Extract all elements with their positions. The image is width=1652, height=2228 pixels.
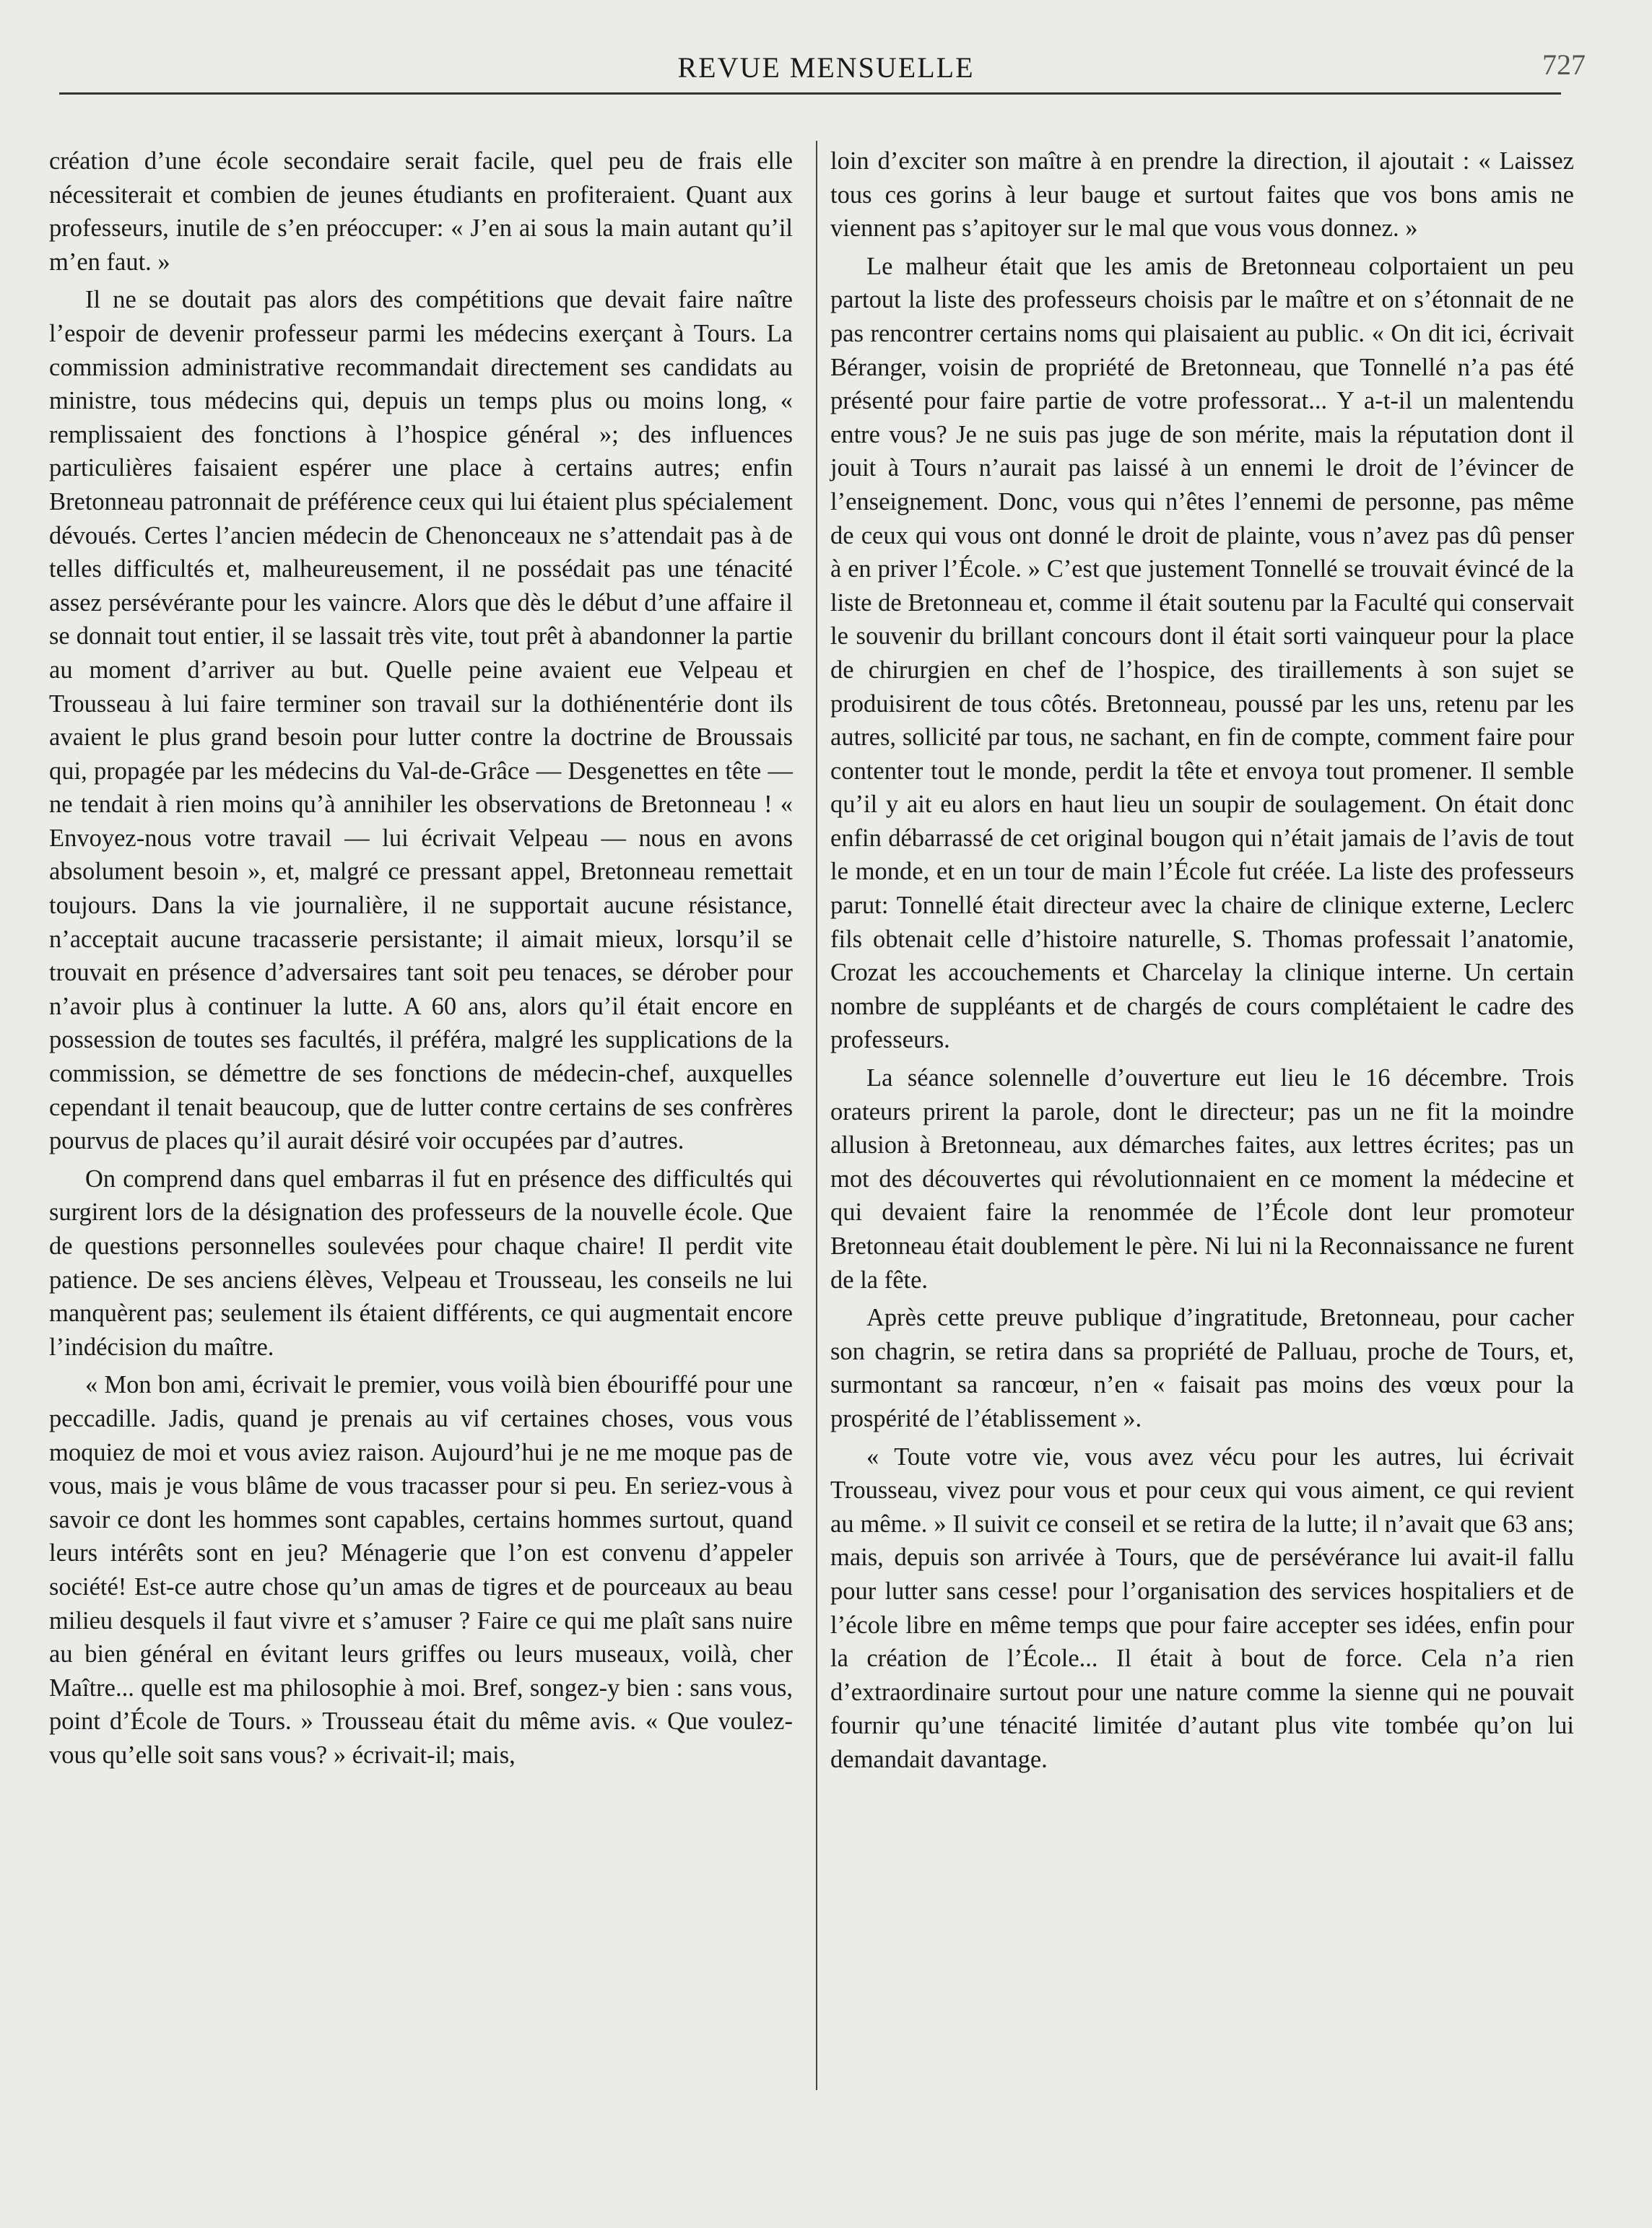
paragraph: On comprend dans quel embarras il fut en présence des difficultés qui surgirent lors de la désignation des professeurs de la nouvelle école. Que de questions personnelles soulevées pour chaque chaire! Il perdit vite patience. De ses anciens élèves, Velpeau et Trousseau, les conseils ne lui manquèrent pas; seulement ils étaient différents, ce qui augmentait encore l’indécision du maître. xyxy=(49,1165,793,1361)
left-column xyxy=(49,144,793,1777)
header-rule xyxy=(59,92,1561,95)
paragraph: loin d’exciter son maître à en prendre la direction, il ajoutait : « Laissez tous ces gorins à leur bauge et surtout faites que vos bons amis ne viennent pas s’apitoyer sur le mal que vous vous donnez. » xyxy=(830,147,1574,243)
paragraph: Il ne se doutait pas alors des compétitions que devait faire naître l’espoir de devenir professeur parmi les médecins exerçant à Tours. La commission administrative recommandait directement ses candidats au ministre, tous médecins qui, depuis un temps plus ou moins long, « remplissaient des fonctions à l’hospice général »; des influences particulières faisaient espérer une place à certains autres; enfin Bretonneau patronnait de préférence ceux qui lui étaient plus spécialement dévoués. Certes l’ancien médecin de Chenonceaux ne s’attendait pas à de telles difficultés et, malheureusement, il ne possédait pas une ténacité assez persévérante pour les vaincre. Alors que dès le début d’une affaire il se donnait tout entier, il se lassait très vite, tout prêt à abandonner la partie au moment d’arriver au but. Quelle peine avaient eue Velpeau et Trousseau à lui faire terminer son travail sur la dothiénentérie dont ils avaient le plus grand besoin pour lutter contre la doctrine de Broussais qui, propagée par les médecins du Val-de-Grâce — Desgenettes en tête — ne tendait à rien moins qu’à annihiler les observations de Bretonneau ! « Envoyez-nous votre travail — lui écrivait Velpeau — nous en avons absolument besoin », et, malgré ce pressant appel, Bretonneau remettait toujours. Dans la vie journalière, il ne supportait aucune résistance, n’acceptait aucune tracasserie persistante; il aimait mieux, lorsqu’il se trouvait en présence d’adversaires tant soit peu tenaces, se dérober pour n’avoir plus à continuer la lutte. A 60 ans, alors qu’il était encore en possession de toutes ses facultés, il préféra, malgré les supplications de la commission, se démettre de ses fonctions de médecin-chef, auxquelles cependant il tenait beaucoup, que de lutter contre certains de ses confrères pourvus de places qu’il aurait désiré voir occupées par d’autres. xyxy=(49,286,793,1155)
column-rule xyxy=(816,141,817,2090)
paragraph: « Toute votre vie, vous avez vécu pour les autres, lui écrivait Trousseau, vivez pour vous et pour ceux qui vous aiment, ce qui revient au même. » Il suivit ce conseil et se retira de la lutte; il n’avait que 63 ans; mais, depuis son arrivée à Tours, que de persévérance lui avait-il fallu pour lutter sans cesse! pour l’organisation des services hospitaliers et de l’école libre en même temps que pour faire accepter ses idées, enfin pour la création de l’École... Il était à bout de force. Cela n’a rien d’extraordinaire surtout pour une nature comme la sienne qui ne pouvait fournir qu’une ténacité limitée d’autant plus vite tombée qu’on lui demandait davantage. xyxy=(830,1442,1574,1773)
paragraph: « Mon bon ami, écrivait le premier, vous voilà bien ébouriffé pour une peccadille. Jadis, quand je prenais au vif certaines choses, vous vous moquiez de moi et vous aviez raison. Aujourd’hui je ne me moque pas de vous, mais je vous blâme de vous tracasser pour si peu. En seriez-vous à savoir ce dont les hommes sont capables, certains hommes surtout, quand leurs intérêts sont en jeu? Ménagerie que l’on est convenu d’appeler société! Est-ce autre chose qu’un amas de tigres et de pourceaux au beau milieu desquels il faut vivre et s’amuser ? Faire ce qui me plaît sans nuire au bien général en évitant leurs griffes ou leurs museaux, voilà, cher Maître... quelle est ma philosophie à moi. Bref, songez-y bien : sans vous, point d’École de Tours. » Trousseau était du même avis. « Que voulez-vous qu’elle soit sans vous? » écrivait-il; mais, xyxy=(49,1371,793,1769)
paragraph: création d’une école secondaire serait facile, quel peu de frais elle nécessiterait et combien de jeunes étudiants en profiteraient. Quant aux professeurs, inutile de s’en préoccuper: « J’en ai sous la main autant qu’il m’en faut. » xyxy=(49,147,793,276)
paragraph: Après cette preuve publique d’ingratitude, Bretonneau, pour cacher son chagrin, se retira dans sa propriété de Palluau, proche de Tours, et, surmontant sa rancœur, n’en « faisait pas moins des vœux pour la prospérité de l’établissement ». xyxy=(830,1304,1574,1432)
right-column xyxy=(830,144,1574,1781)
page-number: 727 xyxy=(1542,48,1586,81)
paragraph: Le malheur était que les amis de Bretonneau colportaient un peu partout la liste des professeurs choisis par le maître et on s’étonnait de ne pas rencontrer certains noms qui plaisaient au public. « On dit ici, écrivait Béranger, voisin de propriété de Bretonneau, que Tonnellé n’a pas été présenté pour faire partie de votre professorat... Y a-t-il un malentendu entre vous? Je ne suis pas juge de son mérite, mais la réputation dont il jouit à Tours n’aurait pas laissé à un ennemi le droit de l’évincer de l’enseignement. Donc, vous qui n’êtes l’ennemi de personne, pas même de ceux qui vous ont donné le droit de plainte, vous n’avez pas dû penser à en priver l’École. » C’est que justement Tonnellé se trouvait évincé de la liste de Bretonneau et, comme il était soutenu par la Faculté qui conservait le souvenir du brillant concours dont il était sorti vainqueur pour la place de chirurgien en chef de l’hospice, des tiraillements à son sujet se produisirent de tous côtés. Bretonneau, poussé par les uns, retenu par les autres, sollicité par tous, ne sachant, en fin de compte, comment faire pour contenter tout le monde, perdit la tête et envoya tout promener. Il semble qu’il y ait eu alors en haut lieu un soupir de soulagement. On était donc enfin débarrassé de cet original bougon qui n’était jamais de l’avis de tout le monde, et en un tour de main l’École fut créée. La liste des professeurs parut: Tonnellé était directeur avec la chaire de clinique externe, Leclerc fils obtenait celle d’histoire naturelle, S. Thomas professait l’anatomie, Crozat les accouchements et Charcelay la clinique interne. Un certain nombre de suppléants et de chargés de cours complétaient le cadre des professeurs. xyxy=(830,252,1574,1054)
paragraph: La séance solennelle d’ouverture eut lieu le 16 décembre. Trois orateurs prirent la parole, dont le directeur; pas un ne fit la moindre allusion à Bretonneau, aux démarches faites, aux lettres écrites; pas un mot des découvertes qui révolutionnaient en ce moment la médecine et qui devaient faire la renommée de l’École dont leur promoteur Bretonneau était doublement le père. Ni lui ni la Reconnaissance ne furent de la fête. xyxy=(830,1064,1574,1294)
journal-title: REVUE MENSUELLE xyxy=(677,51,975,84)
